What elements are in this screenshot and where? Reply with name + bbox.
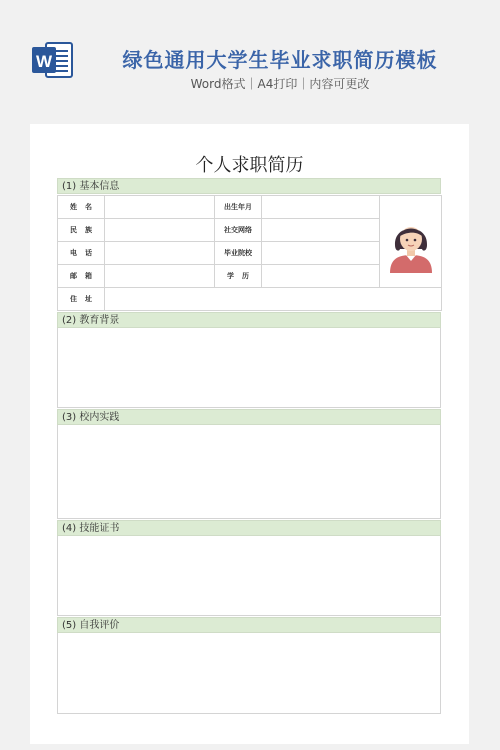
value-birth[interactable] (262, 196, 380, 219)
page-header (0, 0, 500, 120)
practice-content[interactable] (57, 425, 441, 519)
photo-cell (380, 196, 442, 288)
evaluation-content[interactable] (57, 633, 441, 714)
value-address[interactable] (105, 288, 442, 311)
label-ethnicity: 民 族 (58, 219, 105, 242)
resume-page (30, 124, 469, 744)
label-phone: 电 话 (58, 242, 105, 265)
label-email: 邮 箱 (58, 265, 105, 288)
value-name[interactable] (105, 196, 215, 219)
section-evaluation: (5) 自我评价 (57, 617, 441, 633)
section-basic-info: (1) 基本信息 (57, 178, 441, 194)
label-name: 姓 名 (58, 196, 105, 219)
education-content[interactable] (57, 328, 441, 408)
avatar (384, 211, 438, 273)
label-birth: 出生年月 (215, 196, 262, 219)
word-icon (32, 40, 74, 80)
value-degree[interactable] (262, 265, 380, 288)
value-email[interactable] (105, 265, 215, 288)
label-social: 社交网络 (215, 219, 262, 242)
word-logo-letter: W (35, 52, 53, 71)
section-education: (2) 教育背景 (57, 312, 441, 328)
skills-content[interactable] (57, 536, 441, 616)
resume-title: 个人求职简历 (195, 155, 304, 176)
value-school[interactable] (262, 242, 380, 265)
section-skills: (4) 技能证书 (57, 520, 441, 536)
value-phone[interactable] (105, 242, 215, 265)
template-subtitle: Word格式｜A4打印｜内容可更改 (190, 77, 370, 91)
label-address: 住 址 (58, 288, 105, 311)
template-title: 绿色通用大学生毕业求职简历模板 (122, 48, 438, 72)
label-school: 毕业院校 (215, 242, 262, 265)
value-ethnicity[interactable] (105, 219, 215, 242)
basic-info-table (57, 195, 442, 311)
label-degree: 学 历 (215, 265, 262, 288)
section-practice: (3) 校内实践 (57, 409, 441, 425)
value-social[interactable] (262, 219, 380, 242)
